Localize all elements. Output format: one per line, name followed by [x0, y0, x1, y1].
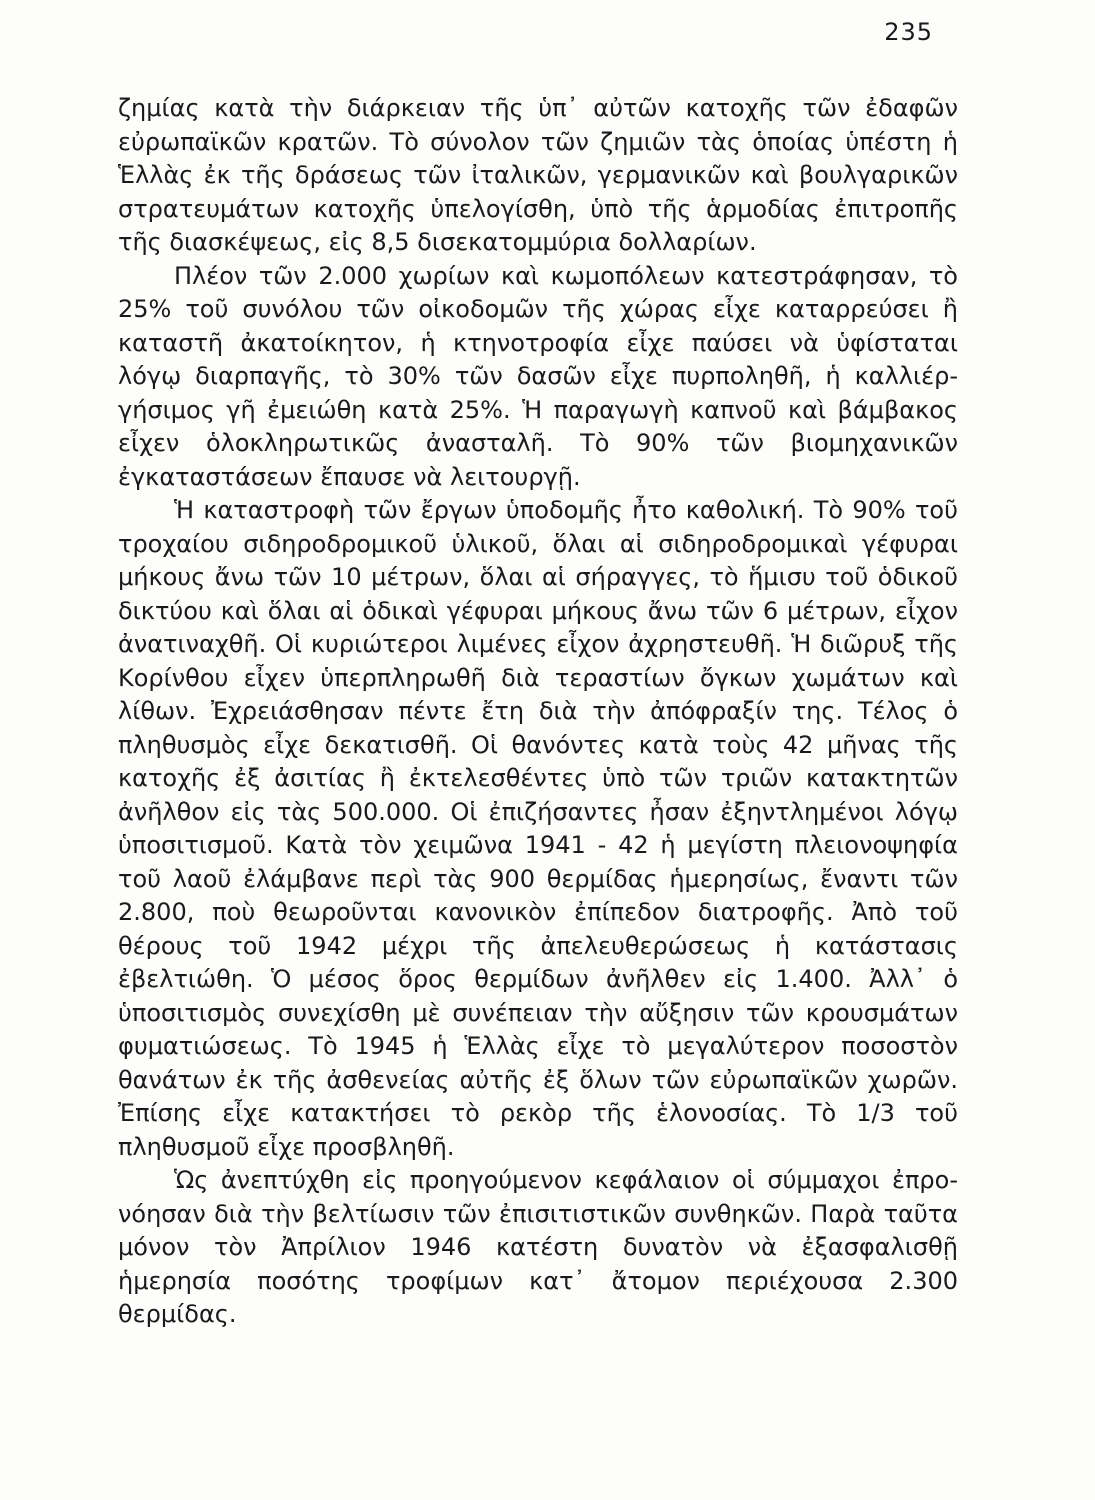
paragraph-destruction: Πλέον τῶν 2.000 χωρίων καὶ κωμοπόλεων κατεστράφησαν, τὸ 25% τοῦ συνόλου τῶν οἰκοδομῶν τῆς χώρας εἶχε καταρρεύσει ἢ καταστῆ ἀκατοίκητον, ἡ κτηνοτροφία εἶχε παύσει νὰ ὑφίσταται λόγῳ διαρπαγῆς, τὸ 30% τῶν δασῶν εἶχε πυρποληθῆ, ἡ καλλιέργήσιμος γῆ ἐμειώθη κατὰ 25%. Ἡ παραγωγὴ καπνοῦ καὶ βάμβακος εἶχεν ὁλοκληρωτικῶς ἀνασταλῆ. Τὸ 90% τῶν βιομηχανικῶν ἐγκαταστάσεων ἔπαυσε νὰ λειτουργῇ.: [118, 261, 958, 491]
paragraph-continuation: ζημίας κατὰ τὴν διάρκειαν τῆς ὑπ᾽ αὐτῶν κατοχῆς τῶν ἐδαφῶν εὐρωπαϊκῶν κρατῶν. Τὸ σύνολον τῶν ζημιῶν τὰς ὁποίας ὑπέστη ἡ Ἑλλὰς ἐκ τῆς δράσεως τῶν ἰταλικῶν, γερμανικῶν καὶ βουλγαρικῶν στρατευμάτων κατοχῆς ὑπελογίσθη, ὑπὸ τῆς ἁρμοδίας ἐπιτροπῆς τῆς διασκέψεως, εἰς 8,5 δισεκατομμύρια δολλαρίων.: [118, 94, 958, 256]
body-text: [118, 92, 958, 1332]
paragraph-allies: Ὡς ἀνεπτύχθη εἰς προηγούμενον κεφάλαιον οἱ σύμμαχοι ἐπρονόησαν διὰ τὴν βελτίωσιν τῶν ἐπισιτιστικῶν συνθηκῶν. Παρὰ ταῦτα μόνον τὸν Ἀπρίλιον 1946 κατέστη δυνατὸν νὰ ἐξασφαλισθῇ ἡμερησία ποσότης τροφίμων κατ᾽ ἄτομον περιέχουσα 2.300 θερμίδας.: [118, 1166, 958, 1328]
paragraph-infrastructure: Ἡ καταστροφὴ τῶν ἔργων ὑποδομῆς ἦτο καθολική. Τὸ 90% τοῦ τροχαίου σιδηροδρομικοῦ ὑλικοῦ, ὅλαι αἱ σιδηροδρομικαὶ γέφυραι μήκους ἄνω τῶν 10 μέτρων, ὅλαι αἱ σήραγγες, τὸ ἥμισυ τοῦ ὁδικοῦ δικτύου καὶ ὅλαι αἱ ὁδικαὶ γέφυραι μήκους ἄνω τῶν 6 μέτρων, εἶχον ἀνατιναχθῆ. Οἱ κυριώτεροι λιμένες εἶχον ἀχρηστευθῆ. Ἡ διῶρυξ τῆς Κορίνθου εἶχεν ὑπερπληρωθῆ διὰ τεραστίων ὄγκων χωμάτων καὶ λίθων. Ἐχρειάσθησαν πέντε ἔτη διὰ τὴν ἀπόφραξίν της. Τέλος ὁ πληθυσμὸς εἶχε δεκατισθῆ. Οἱ θανόντες κατὰ τοὺς 42 μῆνας τῆς κατοχῆς ἐξ ἀσιτίας ἢ ἐκτελεσθέντες ὑπὸ τῶν τριῶν κατακτητῶν ἀνῆλθον εἰς τὰς 500.000. Οἱ ἐπιζήσαντες ἦσαν ἐξηντλημένοι λόγῳ ὑποσιτισμοῦ. Κατὰ τὸν χειμῶνα 1941 - 42 ἡ μεγίστη πλειονοψηφία τοῦ λαοῦ ἐλάμβανε περὶ τὰς 900 θερμίδας ἡμερησίως, ἔναντι τῶν 2.800, ποὺ θεωροῦνται κανονικὸν ἐπίπεδον διατροφῆς. Ἀπὸ τοῦ θέρους τοῦ 1942 μέχρι τῆς ἀπελευθερώσεως ἡ κατάστασις ἐβελτιώθη. Ὁ μέσος ὅρος θερμίδων ἀνῆλθεν εἰς 1.400. Ἀλλ᾽ ὁ ὑποσιτισμὸς συνεχίσθη μὲ συνέπειαν τὴν αὔξησιν τῶν κρουσμάτων φυματιώσεως. Τὸ 1945 ἡ Ἑλλὰς εἶχε τὸ μεγαλύτερον ποσοστὸν θανάτων ἐκ τῆς ἀσθενείας αὐτῆς ἐξ ὅλων τῶν εὐρωπαϊκῶν χωρῶν. Ἐπίσης εἶχε κατακτήσει τὸ ρεκὸρ τῆς ἑλονοσίας. Τὸ 1/3 τοῦ πληθυσμοῦ εἶχε προσβληθῆ.: [118, 496, 958, 1161]
page-number: 235: [884, 18, 933, 46]
